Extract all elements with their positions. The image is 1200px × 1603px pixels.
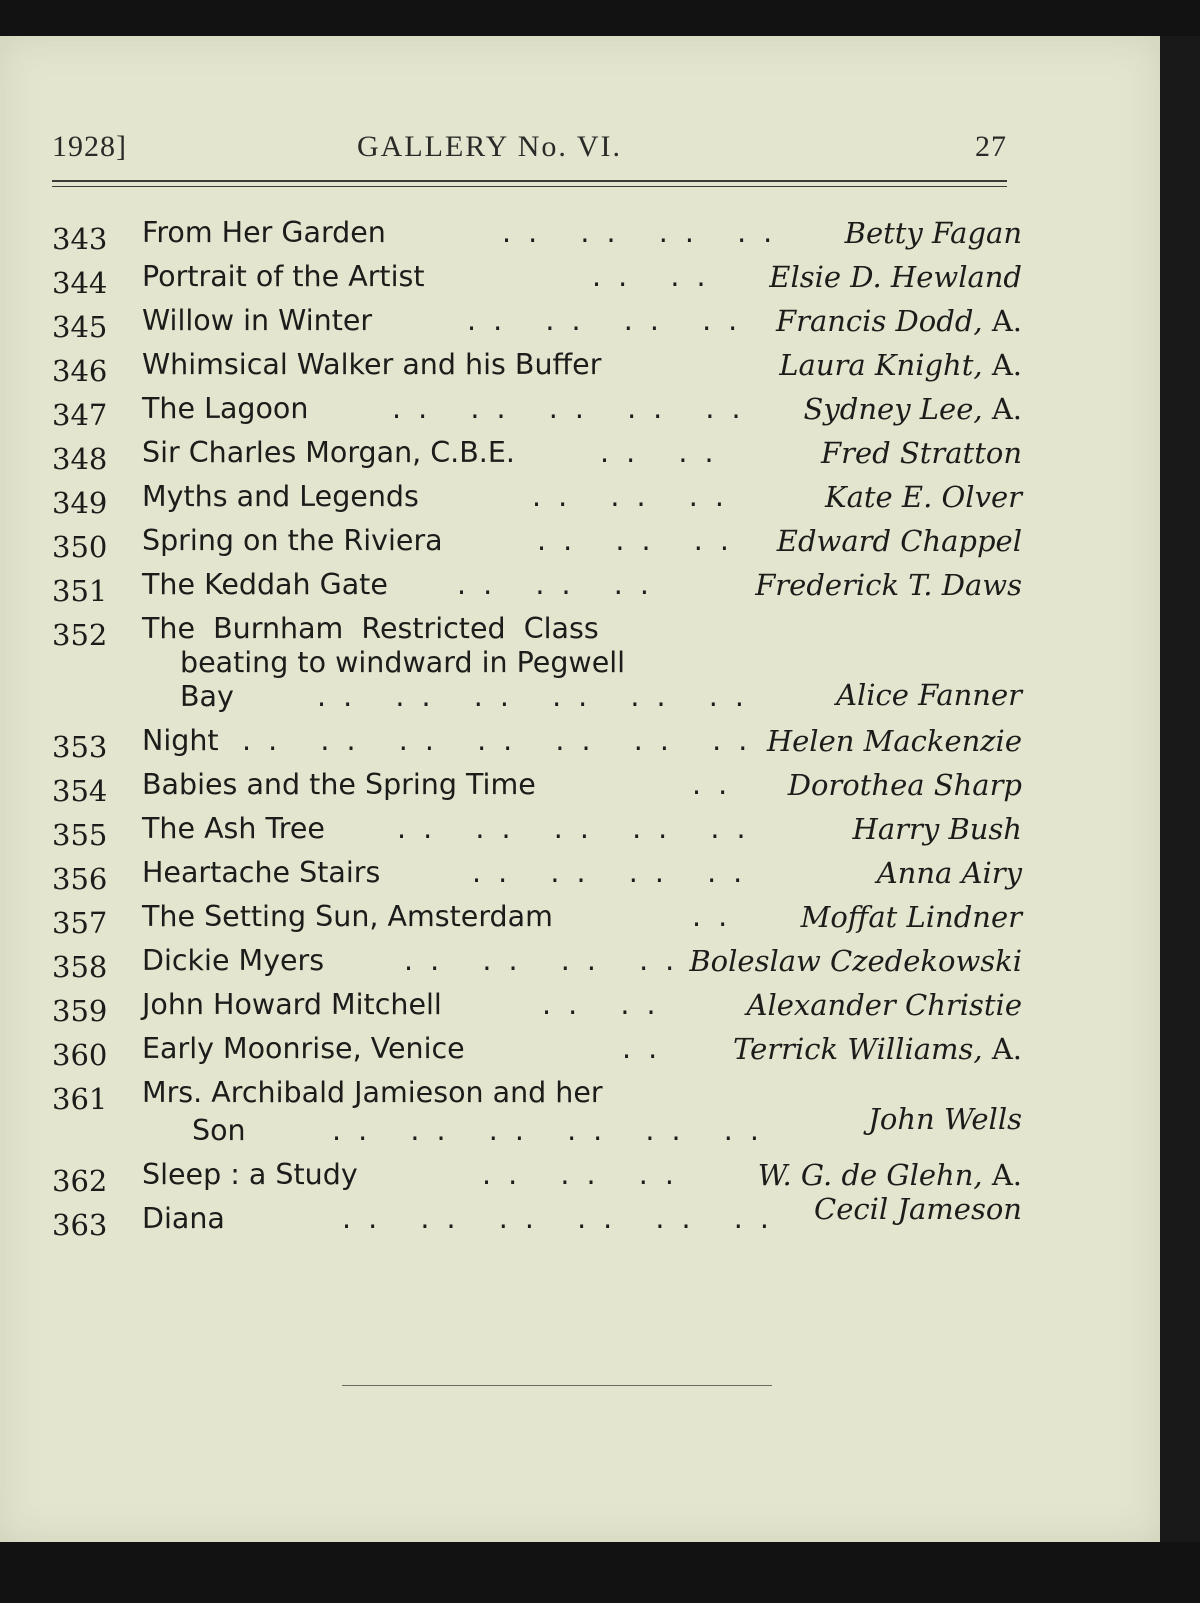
entry-artist: Laura Knight, A.: [779, 348, 1022, 382]
entry-artist: Edward Chappel: [776, 524, 1022, 558]
entry-number: 345: [52, 310, 108, 344]
entry-number: 350: [52, 530, 108, 564]
entry-artist: Alexander Christie: [746, 988, 1022, 1022]
section-end-rule: [342, 1385, 772, 1386]
entry-title: Dickie Myers: [142, 944, 325, 977]
entry-title: Portrait of the Artist: [142, 260, 425, 293]
entry-number: 347: [52, 398, 108, 432]
leader-dots: . . . . . .: [457, 568, 653, 601]
entry-artist: Terrick Williams, A.: [733, 1032, 1022, 1066]
entry-title: The Keddah Gate: [142, 568, 388, 601]
entry-title: The Lagoon: [142, 392, 309, 425]
entry-artist: Elsie D. Hewland: [769, 260, 1022, 294]
entry-title: Sir Charles Morgan, C.B.E.: [142, 436, 515, 469]
page-header: [52, 130, 1007, 174]
entry-artist: Boleslaw Czedekowski: [689, 944, 1022, 978]
leader-dots: . . . . . . . . . .: [392, 392, 745, 425]
entry-artist: Dorothea Sharp: [787, 768, 1022, 802]
entry-number: 355: [52, 818, 108, 852]
leader-dots: . . . .: [542, 988, 660, 1021]
entry-artist: Anna Airy: [876, 856, 1022, 890]
entry-title: Whimsical Walker and his Buffer: [142, 348, 602, 381]
entry-number: 353: [52, 730, 108, 764]
header-rule: [52, 180, 1007, 182]
entry-number: 356: [52, 862, 108, 896]
entry-title: The Ash Tree: [142, 812, 325, 845]
entry-title: Spring on the Riviera: [142, 524, 443, 557]
entry-title: Night: [142, 724, 219, 757]
header-page-number: 27: [975, 130, 1007, 163]
entry-artist: Betty Fagan: [844, 216, 1022, 250]
entry-artist: Sydney Lee, A.: [803, 392, 1022, 426]
entry-title: Heartache Stairs: [142, 856, 381, 889]
entry-number: 358: [52, 950, 108, 984]
entry-artist: John Wells: [868, 1102, 1022, 1136]
entry-title: From Her Garden: [142, 216, 386, 249]
entry-artist: W. G. de Glehn, A.: [757, 1158, 1022, 1192]
entry-number: 357: [52, 906, 108, 940]
entry-number: 343: [52, 222, 108, 256]
entry-artist: Kate E. Olver: [824, 480, 1022, 514]
entry-number: 354: [52, 774, 108, 808]
entry-number: 349: [52, 486, 108, 520]
entry-artist: Moffat Lindner: [800, 900, 1022, 934]
entry-title: The Setting Sun, Amsterdam: [142, 900, 553, 933]
entry-title: John Howard Mitchell: [142, 988, 442, 1021]
leader-dots: . .: [692, 768, 732, 801]
entry-artist: Harry Bush: [852, 812, 1022, 846]
leader-dots: . . . . . .: [482, 1158, 678, 1191]
entry-title: Babies and the Spring Time: [142, 768, 536, 801]
leader-dots: . .: [692, 900, 732, 933]
leader-dots: . . . . . . . . . . . .: [332, 1114, 763, 1147]
leader-dots: . . . . . .: [537, 524, 733, 557]
entry-number: 351: [52, 574, 108, 608]
entry-number: 361: [52, 1082, 108, 1116]
header-rule-thin: [52, 186, 1007, 187]
entry-title: Sleep : a Study: [142, 1158, 358, 1191]
entry-title: Mrs. Archibald Jamieson and her: [142, 1076, 603, 1109]
entry-artist: Fred Stratton: [820, 436, 1022, 470]
page-edge-shadow: [1160, 36, 1200, 1542]
leader-dots: . . . . . . . . . . . . . .: [242, 724, 752, 757]
entry-title-continued: Bay: [180, 680, 234, 713]
entry-number: 359: [52, 994, 108, 1028]
entry-number: 360: [52, 1038, 108, 1072]
entry-artist: Helen Mackenzie: [766, 724, 1022, 758]
entry-number: 352: [52, 618, 108, 652]
entry-title-continued: Son: [192, 1114, 246, 1147]
leader-dots: . . . . . . . . . .: [397, 812, 750, 845]
header-title: GALLERY No. VI.: [357, 130, 622, 163]
leader-dots: . . . . . . . .: [502, 216, 777, 249]
entry-artist: Alice Fanner: [836, 678, 1022, 712]
leader-dots: . . . .: [592, 260, 710, 293]
entry-number: 362: [52, 1164, 108, 1198]
entry-title: Willow in Winter: [142, 304, 373, 337]
leader-dots: . . . . . . . . . . . .: [342, 1202, 773, 1235]
leader-dots: . . . .: [600, 436, 718, 469]
entry-title: Early Moonrise, Venice: [142, 1032, 465, 1065]
entry-artist: Francis Dodd, A.: [775, 304, 1022, 338]
entry-title-continued: beating to windward in Pegwell: [180, 646, 626, 679]
leader-dots: . . . . . .: [532, 480, 728, 513]
entry-number: 346: [52, 354, 108, 388]
leader-dots: . . . . . . . .: [404, 944, 679, 977]
entry-title: The Burnham Restricted Class: [142, 612, 599, 645]
leader-dots: . . . . . . . .: [467, 304, 742, 337]
entry-artist: Frederick T. Daws: [755, 568, 1022, 602]
entry-number: 344: [52, 266, 108, 300]
leader-dots: . . . . . . . .: [472, 856, 747, 889]
entry-number: 348: [52, 442, 108, 476]
header-year: 1928]: [52, 130, 127, 163]
entry-title: Myths and Legends: [142, 480, 419, 513]
leader-dots: . .: [622, 1032, 662, 1065]
entry-number: 363: [52, 1208, 108, 1242]
entry-artist: Cecil Jameson: [814, 1192, 1022, 1226]
leader-dots: . . . . . . . . . . . .: [317, 680, 748, 713]
entry-title: Diana: [142, 1202, 225, 1235]
